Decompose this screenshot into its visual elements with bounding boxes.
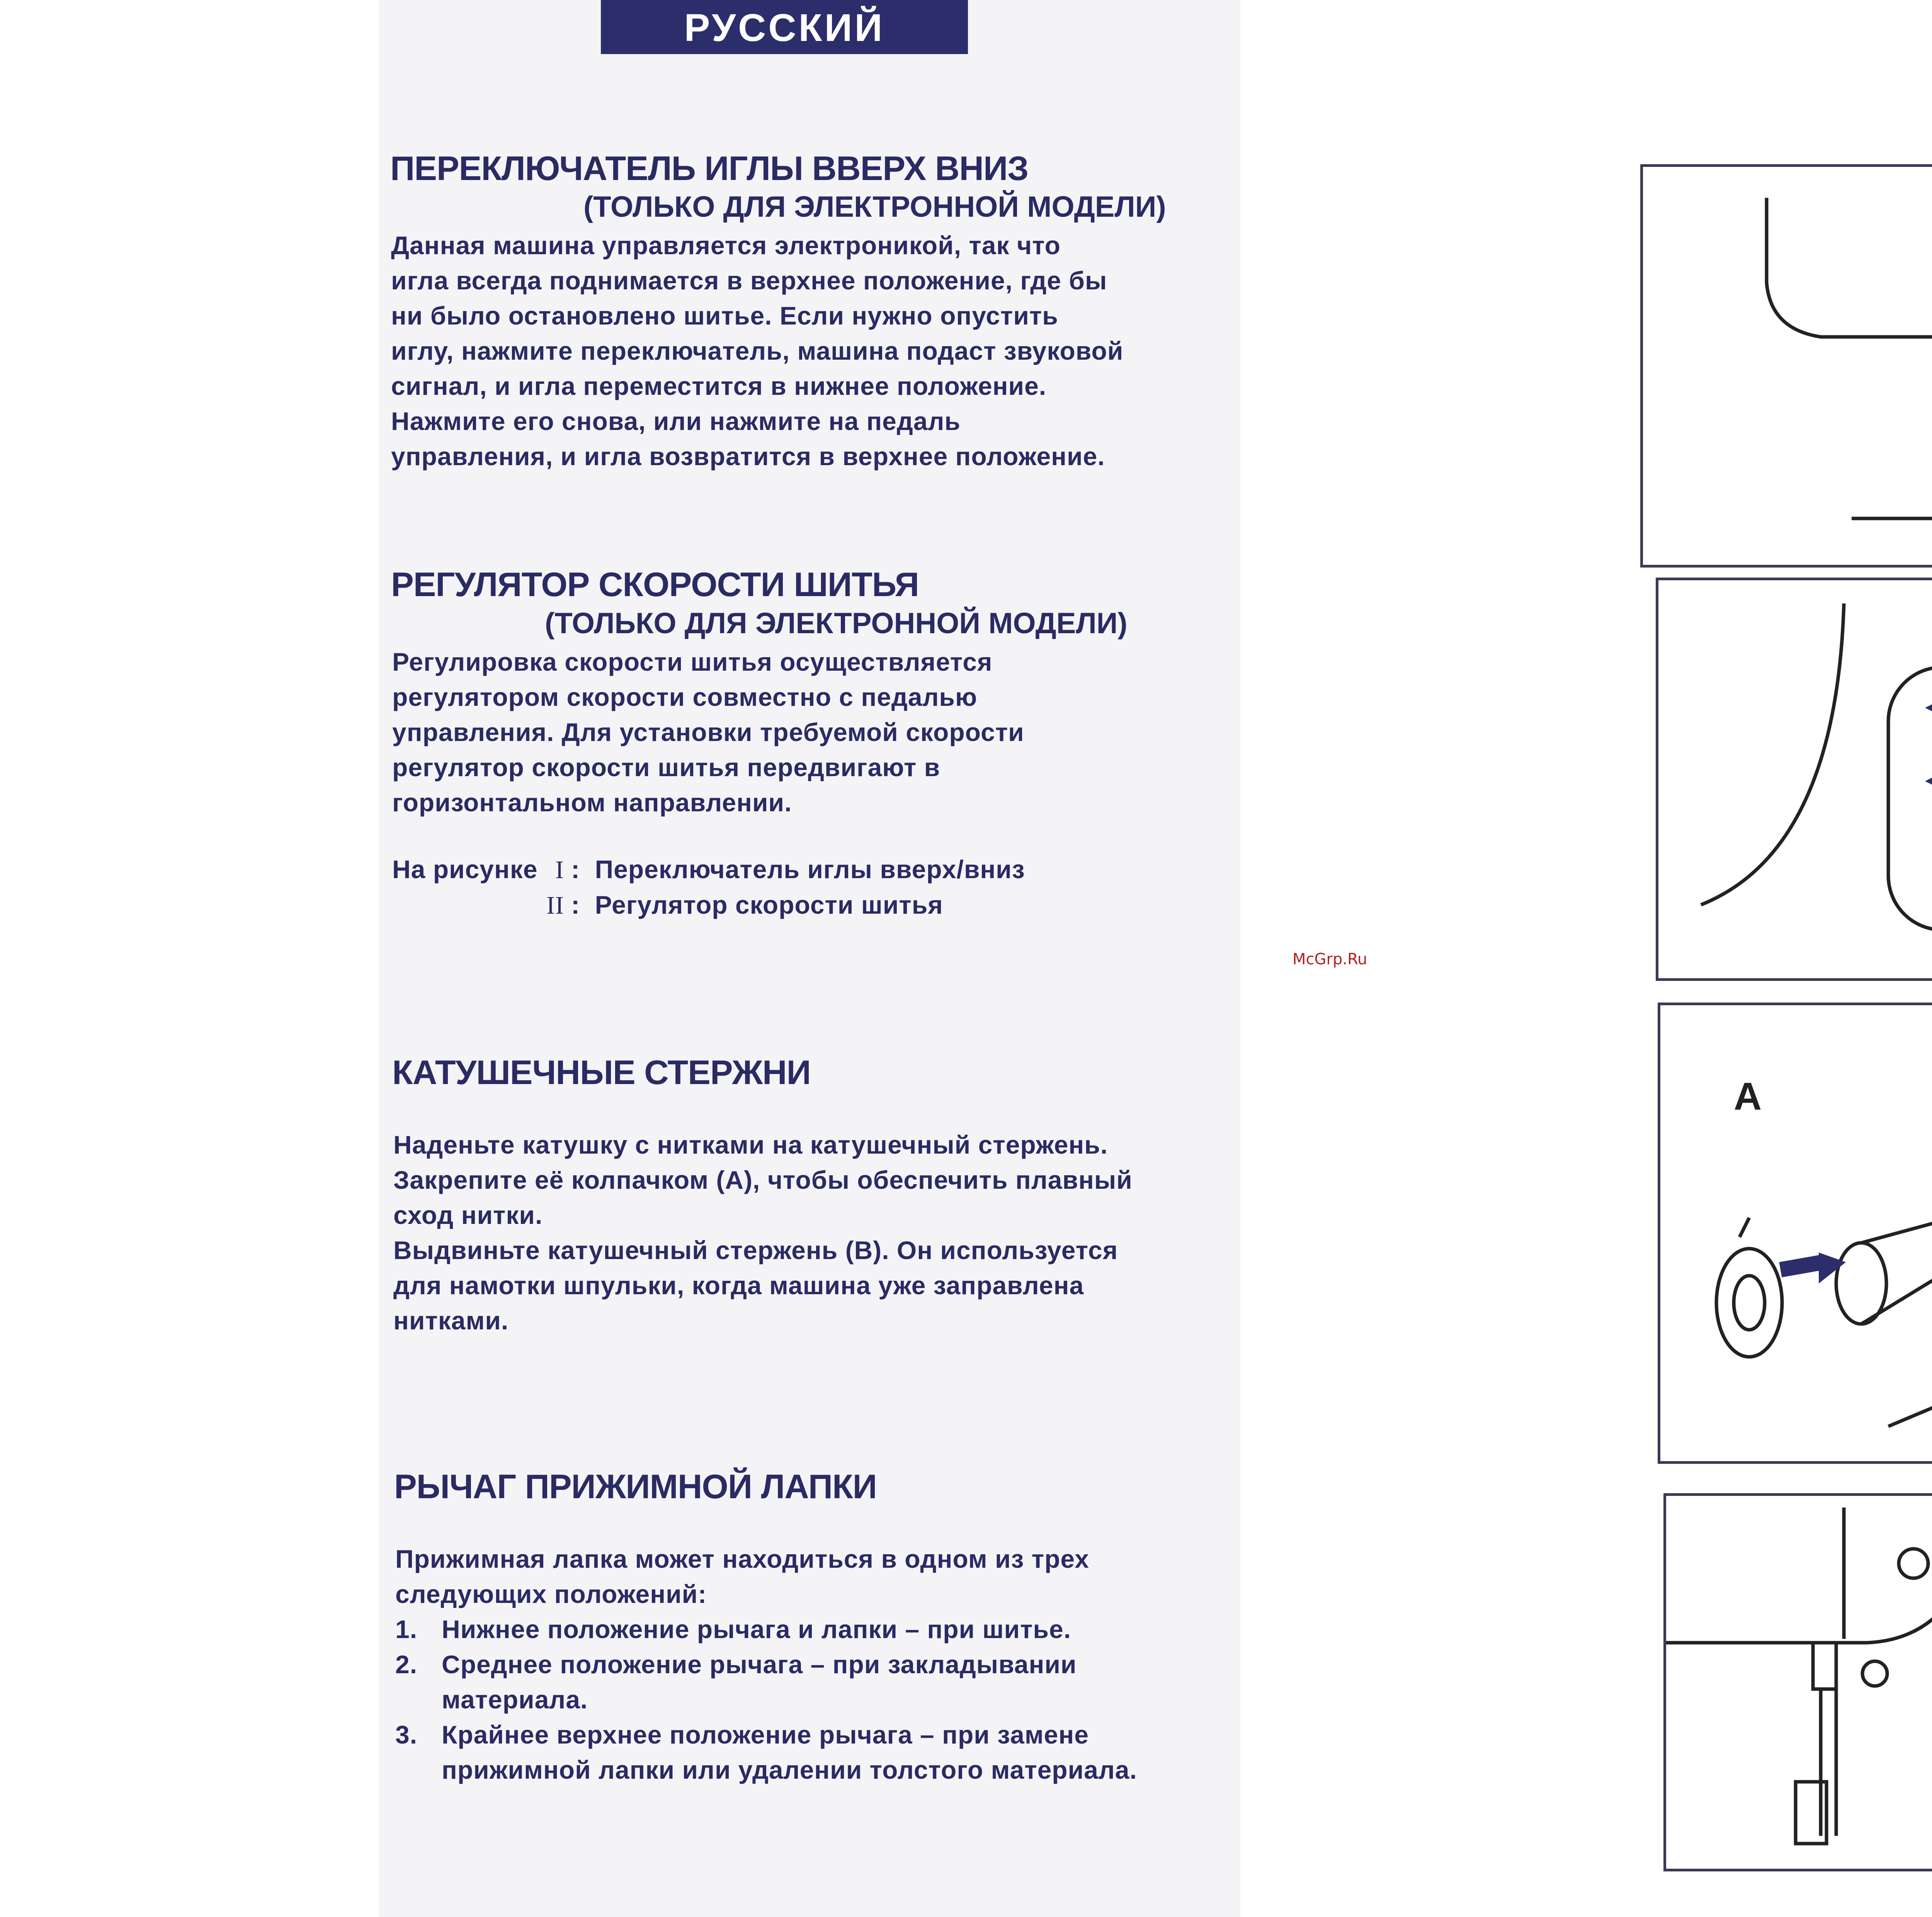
needle-switch-subtitle: (ТОЛЬКО ДЛЯ ЭЛЕКТРОННОЙ МОДЕЛИ) [583, 190, 1166, 223]
needle-clamp [1813, 1643, 1836, 1689]
figure-speed-control-drawing [1658, 580, 1932, 978]
needle-switch-text [391, 228, 1123, 474]
text-line: горизонтальном направлении. [392, 788, 792, 817]
spool-cap [1716, 1249, 1782, 1357]
presser-lever-text [395, 1541, 1137, 1788]
text-line: Нажмите его снова, или нажмите на педаль [391, 407, 961, 435]
arrow-right-icon [1779, 1255, 1823, 1277]
legend-intro: На рисунке [392, 855, 538, 884]
spool-pins-text [393, 1127, 1133, 1338]
text-line: Данная машина управляется электроникой, так что [391, 231, 1061, 260]
machine-head-outline [1767, 198, 1932, 337]
needle-switch-title: ПЕРЕКЛЮЧАТЕЛЬ ИГЛЫ ВВЕРХ ВНИЗ [390, 149, 1029, 187]
figure-presser-lever-drawing [1666, 1496, 1932, 1869]
list-text: Крайнее верхнее положение рычага – при замене [442, 1720, 1089, 1749]
list-number: 3. [395, 1720, 418, 1749]
fig3-label-a: A [1734, 1075, 1762, 1118]
text-line: Регулировка скорости шитья осуществляется [392, 647, 993, 676]
language-banner: РУССКИЙ [601, 0, 968, 54]
control-panel [1888, 667, 1932, 930]
figure-spool-pins [1658, 1003, 1932, 1464]
spool-pins-title: КАТУШЕЧНЫЕ СТЕРЖНИ [392, 1053, 811, 1091]
list-text: материала. [442, 1685, 588, 1714]
legend-item: II : Регулятор скорости шитья [518, 887, 1025, 923]
watermark: McGrp.Ru [1293, 950, 1367, 968]
spool-cap-inner [1734, 1276, 1765, 1330]
arrow-left-icon [1925, 772, 1932, 791]
speed-control-subtitle: (ТОЛЬКО ДЛЯ ЭЛЕКТРОННОЙ МОДЕЛИ) [545, 607, 1128, 640]
figure-presser-lever [1663, 1493, 1932, 1871]
list-item [395, 1647, 1137, 1682]
needle-switch-button [1899, 1549, 1928, 1578]
machine-body-curve [1701, 603, 1844, 905]
presser-lever-title: РЫЧАГ ПРИЖИМНОЙ ЛАПКИ [394, 1467, 877, 1506]
text-line: нитками. [393, 1306, 509, 1335]
legend-key: II [546, 891, 564, 919]
thread-spool-body [1861, 1220, 1932, 1324]
list-number: 1. [395, 1615, 418, 1643]
figure-needle-switch-drawing [1643, 167, 1932, 565]
list-text: Нижнее положение рычага и лапки – при шитье. [442, 1615, 1071, 1643]
list-item [395, 1717, 1137, 1752]
text-line: для намотки шпульки, когда машина уже заправлена [393, 1271, 1084, 1300]
list-number: 2. [395, 1650, 418, 1679]
text-line: сход нитки. [393, 1201, 543, 1229]
text-line: регулятором скорости совместно с педалью [392, 683, 978, 711]
text-line: Прижимная лапка может находиться в одном из трех [395, 1545, 1089, 1573]
figure-speed-control [1656, 578, 1932, 981]
text-line: следующих положений: [395, 1580, 707, 1608]
text-line: Наденьте катушку с нитками на катушечный стержень. [393, 1130, 1108, 1159]
legend-text: Переключатель иглы вверх/вниз [595, 855, 1025, 884]
list-text: Среднее положение рычага – при закладывании [442, 1650, 1077, 1679]
figure-spool-pins-drawing [1660, 1005, 1932, 1461]
speed-control-text [392, 644, 1024, 820]
text-line: Закрепите её колпачком (А), чтобы обеспечить плавный [393, 1166, 1133, 1194]
clamp-screw [1862, 1661, 1887, 1686]
text-line: Выдвиньте катушечный стержень (В). Он используется [393, 1236, 1118, 1264]
machine-top-outline [1888, 1334, 1932, 1426]
text-line: ни было остановлено шитье. Если нужно опустить [391, 301, 1058, 330]
machine-head-outline [1666, 1519, 1932, 1643]
legend-text: Регулятор скорости шитья [595, 891, 943, 919]
speed-control-title: РЕГУЛЯТОР СКОРОСТИ ШИТЬЯ [391, 565, 919, 603]
legend-item: I : Переключатель иглы вверх/вниз [518, 852, 1025, 887]
list-item [395, 1612, 1137, 1647]
leader-line-a [1740, 1218, 1749, 1237]
text-line: управления. Для установки требуемой скорости [392, 718, 1024, 746]
text-line: управления, и игла возвратится в верхнее положение. [391, 442, 1105, 471]
text-line: регулятор скорости шитья передвигают в [392, 753, 940, 782]
text-line: сигнал, и игла переместится в нижнее положение. [391, 372, 1047, 400]
text-line: игла всегда поднимается в верхнее положение, где бы [391, 266, 1107, 295]
figure-legend [392, 852, 538, 887]
legend-key: I [555, 856, 564, 884]
figure-legend-items [518, 852, 1025, 923]
figure-needle-switch [1640, 164, 1932, 568]
arrow-left-icon [1925, 698, 1932, 717]
text-line: иглу, нажмите переключатель, машина подаст звуковой [391, 336, 1124, 365]
list-text: прижимной лапки или удалении толстого материала. [442, 1756, 1137, 1784]
